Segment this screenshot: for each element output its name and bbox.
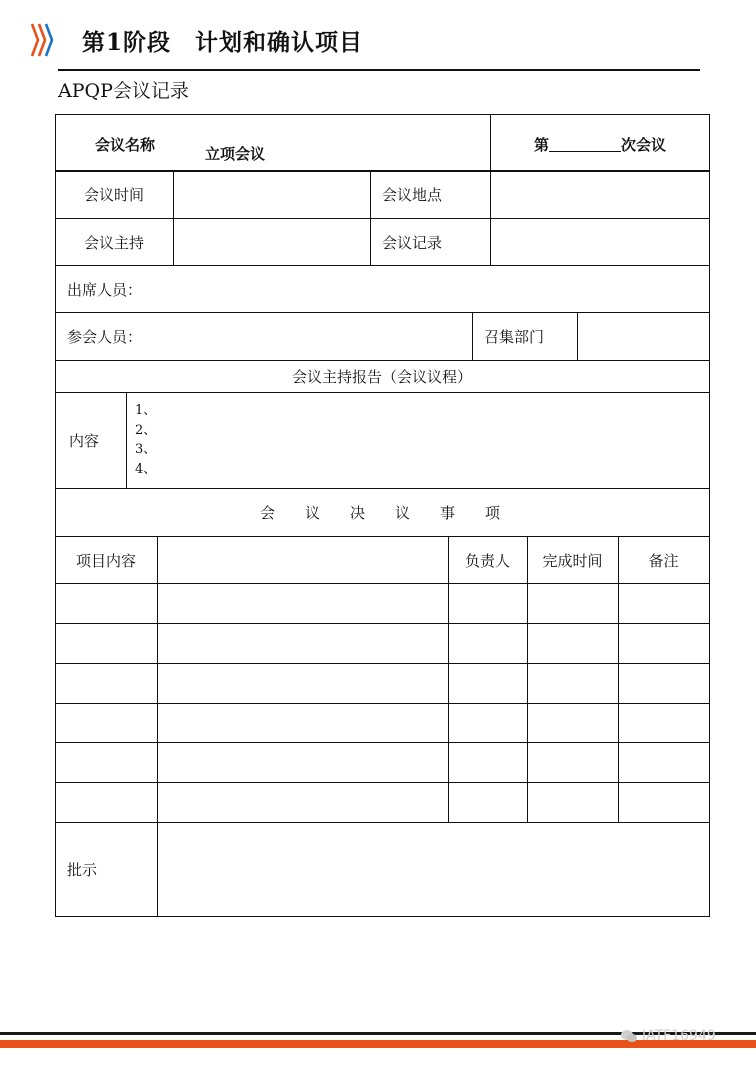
content-item: 4、 (135, 461, 157, 477)
column-header-remark: 备注 (648, 551, 679, 570)
meeting-time-field[interactable] (174, 171, 370, 218)
meeting-name-value[interactable]: 立项会议 (205, 144, 266, 163)
content-item: 1、 (135, 403, 157, 418)
approval-field[interactable] (158, 823, 709, 916)
title-rule (58, 69, 700, 71)
meeting-number-suffix: 次会议 (621, 135, 667, 154)
meeting-number-prefix: 第 (533, 135, 549, 154)
watermark-text: IATF16949 (642, 1028, 716, 1044)
approval-label: 批示 (67, 861, 98, 879)
content-items-list[interactable] (135, 401, 156, 479)
content-label: 内容 (68, 432, 99, 450)
column-header-due: 完成时间 (542, 551, 603, 570)
agenda-heading: 会议主持报告（会议议程） (291, 368, 472, 386)
watermark (620, 1028, 716, 1044)
meeting-place-label: 会议地点 (382, 186, 443, 204)
decisions-heading: 会 议 决 议 事 项 (260, 504, 501, 522)
chevron-logo-icon (30, 22, 54, 58)
wechat-icon (620, 1029, 638, 1043)
document-title: APQP会议记录 (58, 80, 189, 102)
table-row[interactable] (56, 624, 709, 663)
content-item: 2、 (135, 422, 157, 438)
meeting-time-label: 会议时间 (83, 186, 144, 204)
attendees-label[interactable]: 出席人员： (67, 280, 143, 299)
table-row[interactable] (56, 664, 709, 703)
convening-dept-label: 召集部门 (484, 328, 545, 346)
table-row[interactable] (56, 584, 709, 623)
stage-title: 第1阶段 计划和确认项目 (82, 29, 364, 56)
column-header-owner: 负责人 (464, 551, 510, 570)
table-row[interactable] (56, 743, 709, 782)
meeting-recorder-field[interactable] (491, 219, 709, 265)
meeting-name-label: 会议名称 (94, 135, 155, 154)
meeting-host-label: 会议主持 (83, 233, 144, 252)
content-item: 3、 (135, 442, 157, 457)
column-header-item: 项目内容 (75, 551, 136, 570)
table-row[interactable] (56, 783, 709, 822)
meeting-record-form (55, 114, 710, 917)
table-row[interactable] (56, 704, 709, 742)
meeting-number-blank[interactable] (549, 137, 621, 152)
convening-dept-field[interactable] (578, 313, 709, 360)
participants-label[interactable]: 参会人员： (67, 328, 143, 346)
meeting-number[interactable] (491, 124, 709, 164)
meeting-recorder-label: 会议记录 (382, 233, 443, 252)
meeting-place-field[interactable] (491, 171, 709, 218)
meeting-host-field[interactable] (174, 219, 370, 265)
